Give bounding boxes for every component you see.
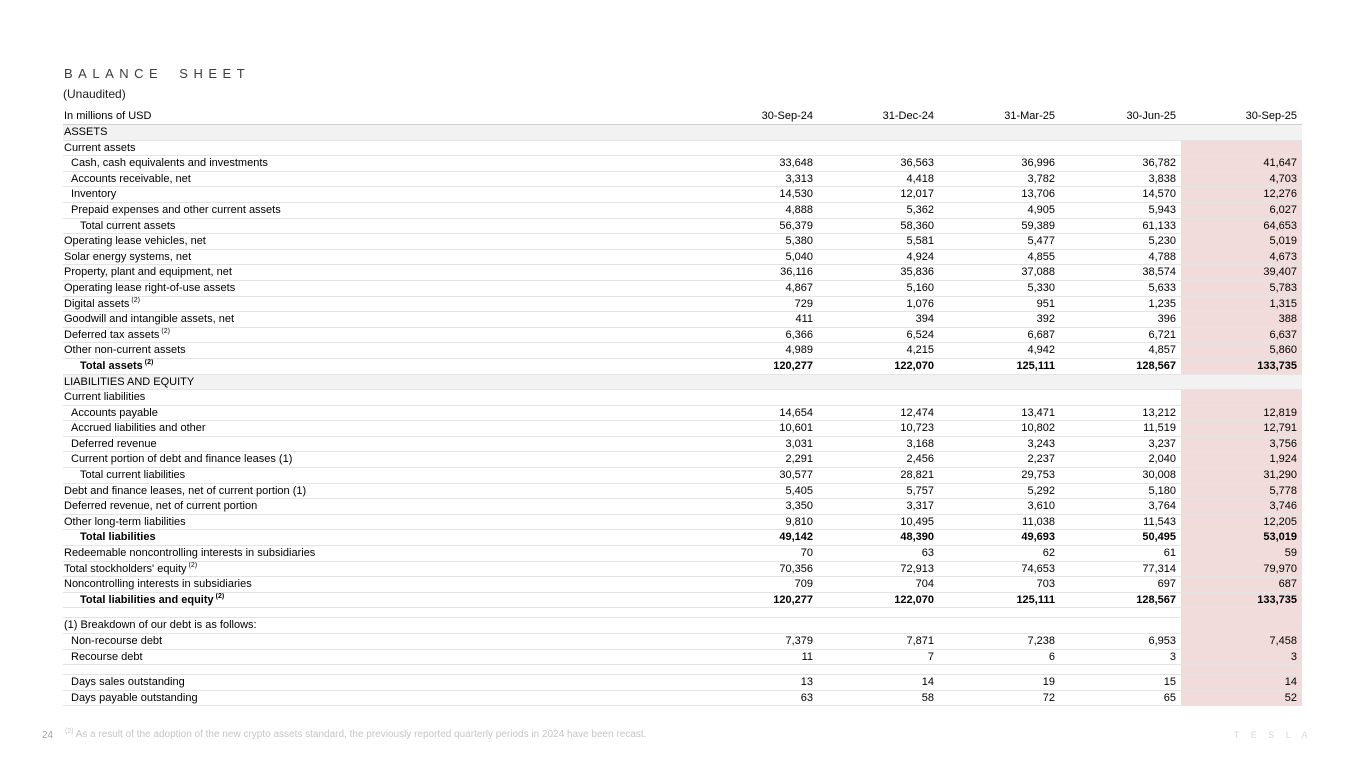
cell-value: 3,756 [1181,436,1302,452]
cell-value: 5,330 [939,280,1060,296]
cell-value: 4,867 [697,280,818,296]
table-row [63,468,1302,484]
row-label: ASSETS [63,125,697,141]
cell-value: 11,038 [939,514,1060,530]
cell-value: 4,942 [939,343,1060,359]
cell-value: 5,405 [697,483,818,499]
cell-value [1181,608,1302,618]
cell-value: 11,519 [1060,421,1181,437]
cell-value [818,390,939,406]
table-row [63,280,1302,296]
footnote-marker: (2) [215,593,225,601]
cell-value: 5,160 [818,280,939,296]
cell-value: 3,350 [697,499,818,515]
table-row [63,202,1302,218]
cell-value [939,608,1060,618]
footnote-marker: (2) [161,328,170,336]
header-row [63,109,1302,125]
cell-value: 120,277 [697,358,818,374]
row-label: Current assets [63,140,697,156]
cell-value [697,125,818,141]
cell-value: 13,471 [939,405,1060,421]
table-row [63,343,1302,359]
cell-value: 7 [818,649,939,665]
table-row [63,218,1302,234]
page-subtitle: (Unaudited) [63,87,126,101]
footnote [63,729,646,740]
row-label: LIABILITIES AND EQUITY [63,374,697,390]
cell-value [818,608,939,618]
cell-value [1181,140,1302,156]
cell-value: 63 [818,546,939,562]
cell-value [1060,140,1181,156]
table-row [63,690,1302,706]
cell-value: 72 [939,690,1060,706]
cell-value: 4,888 [697,202,818,218]
row-label: Goodwill and intangible assets, net [63,312,697,328]
cell-value: 10,601 [697,421,818,437]
cell-value [697,390,818,406]
cell-value: 35,836 [818,265,939,281]
table-row [63,592,1302,608]
cell-value: 11 [697,649,818,665]
cell-value: 3,168 [818,436,939,452]
cell-value [1181,374,1302,390]
table-row [63,499,1302,515]
row-label [63,665,697,675]
row-label: Deferred revenue, net of current portion [63,499,697,515]
cell-value [939,390,1060,406]
cell-value: 122,070 [818,592,939,608]
cell-value: 52 [1181,690,1302,706]
cell-value: 5,362 [818,202,939,218]
cell-value: 49,693 [939,530,1060,546]
cell-value: 63 [697,690,818,706]
cell-value: 1,315 [1181,296,1302,312]
footnote-marker: (2) [144,359,154,367]
footnote-marker: (2) [65,727,74,735]
cell-value: 4,703 [1181,171,1302,187]
cell-value: 3,237 [1060,436,1181,452]
row-label: (1) Breakdown of our debt is as follows: [63,618,697,634]
cell-value [939,665,1060,675]
cell-value: 4,905 [939,202,1060,218]
table-row [63,249,1302,265]
cell-value: 14 [818,675,939,691]
footnote-marker: (2) [188,561,198,569]
cell-value: 6,524 [818,327,939,343]
row-label: Digital assets $^{(2)}$ [63,296,697,312]
row-label: Current portion of debt and finance leases (1) [63,452,697,468]
table-row [63,634,1302,650]
column-header-current: 30-Sep-25 [1181,109,1302,125]
cell-value: 65 [1060,690,1181,706]
cell-value [697,618,818,634]
spacer-row [63,608,1302,618]
cell-value: 12,819 [1181,405,1302,421]
cell-value: 3,838 [1060,171,1181,187]
row-label: Other long-term liabilities [63,514,697,530]
cell-value: 41,647 [1181,156,1302,172]
cell-value: 5,633 [1060,280,1181,296]
cell-value: 72,913 [818,561,939,577]
row-label: Property, plant and equipment, net [63,265,697,281]
row-label: Days payable outstanding [63,690,697,706]
spacer-row [63,665,1302,675]
cell-value: 2,237 [939,452,1060,468]
table-row [63,171,1302,187]
row-label: Solar energy systems, net [63,249,697,265]
row-label [63,608,697,618]
cell-value: 14,570 [1060,187,1181,203]
row-label: Current liabilities [63,390,697,406]
cell-value [939,618,1060,634]
cell-value: 12,791 [1181,421,1302,437]
footnote-marker: (2) [131,296,140,304]
cell-value: 394 [818,312,939,328]
cell-value: 4,673 [1181,249,1302,265]
cell-value: 5,040 [697,249,818,265]
cell-value: 6,721 [1060,327,1181,343]
cell-value: 12,205 [1181,514,1302,530]
cell-value: 56,379 [697,218,818,234]
table-row [63,577,1302,593]
cell-value: 48,390 [818,530,939,546]
cell-value: 61 [1060,546,1181,562]
cell-value: 5,783 [1181,280,1302,296]
cell-value: 133,735 [1181,358,1302,374]
cell-value: 687 [1181,577,1302,593]
cell-value: 4,857 [1060,343,1181,359]
cell-value: 5,860 [1181,343,1302,359]
cell-value: 36,782 [1060,156,1181,172]
cell-value: 3,031 [697,436,818,452]
cell-value: 128,567 [1060,592,1181,608]
cell-value: 36,116 [697,265,818,281]
cell-value [818,374,939,390]
cell-value: 13 [697,675,818,691]
cell-value: 12,017 [818,187,939,203]
cell-value: 4,215 [818,343,939,359]
column-header: 30-Sep-24 [697,109,818,125]
table-row [63,187,1302,203]
cell-value: 64,653 [1181,218,1302,234]
table-row [63,675,1302,691]
cell-value: 62 [939,546,1060,562]
table-row [63,421,1302,437]
cell-value [1181,390,1302,406]
cell-value: 30,008 [1060,468,1181,484]
cell-value: 58,360 [818,218,939,234]
cell-value: 29,753 [939,468,1060,484]
cell-value: 5,230 [1060,234,1181,250]
cell-value: 5,477 [939,234,1060,250]
cell-value: 388 [1181,312,1302,328]
cell-value: 120,277 [697,592,818,608]
cell-value: 30,577 [697,468,818,484]
cell-value: 58 [818,690,939,706]
cell-value: 77,314 [1060,561,1181,577]
table-row [63,265,1302,281]
table-row [63,649,1302,665]
cell-value [1181,665,1302,675]
cell-value: 1,076 [818,296,939,312]
table-row [63,452,1302,468]
cell-value: 3,746 [1181,499,1302,515]
cell-value: 697 [1060,577,1181,593]
row-label: Operating lease right-of-use assets [63,280,697,296]
row-label: Total liabilities and equity $^{(2)}$ [63,592,697,608]
cell-value: 7,458 [1181,634,1302,650]
cell-value [697,608,818,618]
cell-value: 5,581 [818,234,939,250]
cell-value: 5,943 [1060,202,1181,218]
cell-value [1060,125,1181,141]
table-row [63,234,1302,250]
cell-value: 3,782 [939,171,1060,187]
cell-value: 392 [939,312,1060,328]
cell-value: 3 [1181,649,1302,665]
cell-value [818,140,939,156]
cell-value: 59,389 [939,218,1060,234]
cell-value: 5,380 [697,234,818,250]
cell-value: 14,530 [697,187,818,203]
cell-value: 5,180 [1060,483,1181,499]
cell-value [818,125,939,141]
row-label: Accounts payable [63,405,697,421]
cell-value: 36,563 [818,156,939,172]
row-label: Total assets $^{(2)}$ [63,358,697,374]
cell-value: 2,456 [818,452,939,468]
cell-value [939,374,1060,390]
cell-value: 61,133 [1060,218,1181,234]
table-row [63,618,1302,634]
table-row [63,390,1302,406]
balance-sheet-table [63,109,1302,706]
row-label: Cash, cash equivalents and investments [63,156,697,172]
cell-value: 411 [697,312,818,328]
cell-value: 50,495 [1060,530,1181,546]
cell-value [697,374,818,390]
cell-value: 4,788 [1060,249,1181,265]
cell-value [1060,608,1181,618]
cell-value: 49,142 [697,530,818,546]
cell-value [697,665,818,675]
row-label: Inventory [63,187,697,203]
cell-value: 7,379 [697,634,818,650]
table-row [63,530,1302,546]
row-label: Total current assets [63,218,697,234]
cell-value [818,665,939,675]
cell-value: 1,924 [1181,452,1302,468]
cell-value: 1,235 [1060,296,1181,312]
cell-value: 704 [818,577,939,593]
cell-value: 14,654 [697,405,818,421]
cell-value: 2,291 [697,452,818,468]
cell-value: 6,366 [697,327,818,343]
cell-value [939,140,1060,156]
section-row [63,125,1302,141]
cell-value: 5,019 [1181,234,1302,250]
table-row [63,436,1302,452]
cell-value: 6,637 [1181,327,1302,343]
table-row [63,561,1302,577]
cell-value: 2,040 [1060,452,1181,468]
cell-value: 10,802 [939,421,1060,437]
cell-value [818,618,939,634]
cell-value: 13,212 [1060,405,1181,421]
cell-value: 74,653 [939,561,1060,577]
row-label: Accounts receivable, net [63,171,697,187]
cell-value: 3 [1060,649,1181,665]
cell-value: 128,567 [1060,358,1181,374]
cell-value: 729 [697,296,818,312]
cell-value: 5,757 [818,483,939,499]
cell-value: 13,706 [939,187,1060,203]
cell-value [697,140,818,156]
cell-value: 79,970 [1181,561,1302,577]
cell-value: 7,871 [818,634,939,650]
row-label: Debt and finance leases, net of current portion (1) [63,483,697,499]
table-row [63,483,1302,499]
row-label: Deferred revenue [63,436,697,452]
row-label: Days sales outstanding [63,675,697,691]
cell-value: 5,778 [1181,483,1302,499]
row-label: Operating lease vehicles, net [63,234,697,250]
cell-value: 38,574 [1060,265,1181,281]
row-label: Deferred tax assets $^{(2)}$ [63,327,697,343]
table-row [63,358,1302,374]
cell-value: 4,989 [697,343,818,359]
cell-value: 6 [939,649,1060,665]
cell-value: 3,764 [1060,499,1181,515]
table-row [63,296,1302,312]
row-label: Noncontrolling interests in subsidiaries [63,577,697,593]
cell-value: 10,723 [818,421,939,437]
cell-value: 951 [939,296,1060,312]
cell-value [1060,390,1181,406]
cell-value: 12,276 [1181,187,1302,203]
cell-value: 37,088 [939,265,1060,281]
cell-value: 70,356 [697,561,818,577]
cell-value: 11,543 [1060,514,1181,530]
cell-value: 4,418 [818,171,939,187]
row-label: Other non-current assets [63,343,697,359]
cell-value: 125,111 [939,358,1060,374]
cell-value: 9,810 [697,514,818,530]
table-row [63,327,1302,343]
cell-value: 31,290 [1181,468,1302,484]
cell-value: 703 [939,577,1060,593]
cell-value: 36,996 [939,156,1060,172]
cell-value [1060,618,1181,634]
cell-value: 133,735 [1181,592,1302,608]
table-row [63,140,1302,156]
cell-value: 7,238 [939,634,1060,650]
row-label: Non-recourse debt [63,634,697,650]
cell-value: 3,313 [697,171,818,187]
cell-value: 122,070 [818,358,939,374]
row-label: Prepaid expenses and other current assets [63,202,697,218]
row-label: Redeemable noncontrolling interests in subsidiaries [63,546,697,562]
cell-value [1060,665,1181,675]
footnote-text: As a result of the adoption of the new crypto assets standard, the previously reported quarterly periods in 2024 have been recast. [75,729,647,740]
row-label: Total liabilities [63,530,697,546]
row-label: Accrued liabilities and other [63,421,697,437]
cell-value: 6,027 [1181,202,1302,218]
cell-value: 709 [697,577,818,593]
cell-value: 70 [697,546,818,562]
column-header: 30-Jun-25 [1060,109,1181,125]
section-row [63,374,1302,390]
row-label: Total current liabilities [63,468,697,484]
cell-value: 4,924 [818,249,939,265]
cell-value: 396 [1060,312,1181,328]
tesla-logo: T E S L A [1233,730,1312,740]
column-header: 31-Mar-25 [939,109,1060,125]
cell-value: 59 [1181,546,1302,562]
page-title: BALANCE SHEET [64,66,251,81]
page-number: 24 [42,730,54,741]
cell-value: 5,292 [939,483,1060,499]
unit-label: In millions of USD [63,109,697,125]
cell-value: 53,019 [1181,530,1302,546]
cell-value: 12,474 [818,405,939,421]
cell-value [939,125,1060,141]
table-row [63,514,1302,530]
cell-value: 125,111 [939,592,1060,608]
cell-value: 28,821 [818,468,939,484]
cell-value: 33,648 [697,156,818,172]
cell-value [1181,125,1302,141]
cell-value: 39,407 [1181,265,1302,281]
cell-value: 15 [1060,675,1181,691]
cell-value: 3,610 [939,499,1060,515]
row-label: Total stockholders' equity $^{(2)}$ [63,561,697,577]
cell-value: 10,495 [818,514,939,530]
cell-value: 3,317 [818,499,939,515]
cell-value [1181,618,1302,634]
cell-value [1060,374,1181,390]
row-label: Recourse debt [63,649,697,665]
cell-value: 3,243 [939,436,1060,452]
cell-value: 14 [1181,675,1302,691]
cell-value: 19 [939,675,1060,691]
table-body [63,125,1302,706]
cell-value: 6,953 [1060,634,1181,650]
table-row [63,546,1302,562]
table-row [63,405,1302,421]
cell-value: 6,687 [939,327,1060,343]
column-header: 31-Dec-24 [818,109,939,125]
table-row [63,156,1302,172]
table-row [63,312,1302,328]
cell-value: 4,855 [939,249,1060,265]
